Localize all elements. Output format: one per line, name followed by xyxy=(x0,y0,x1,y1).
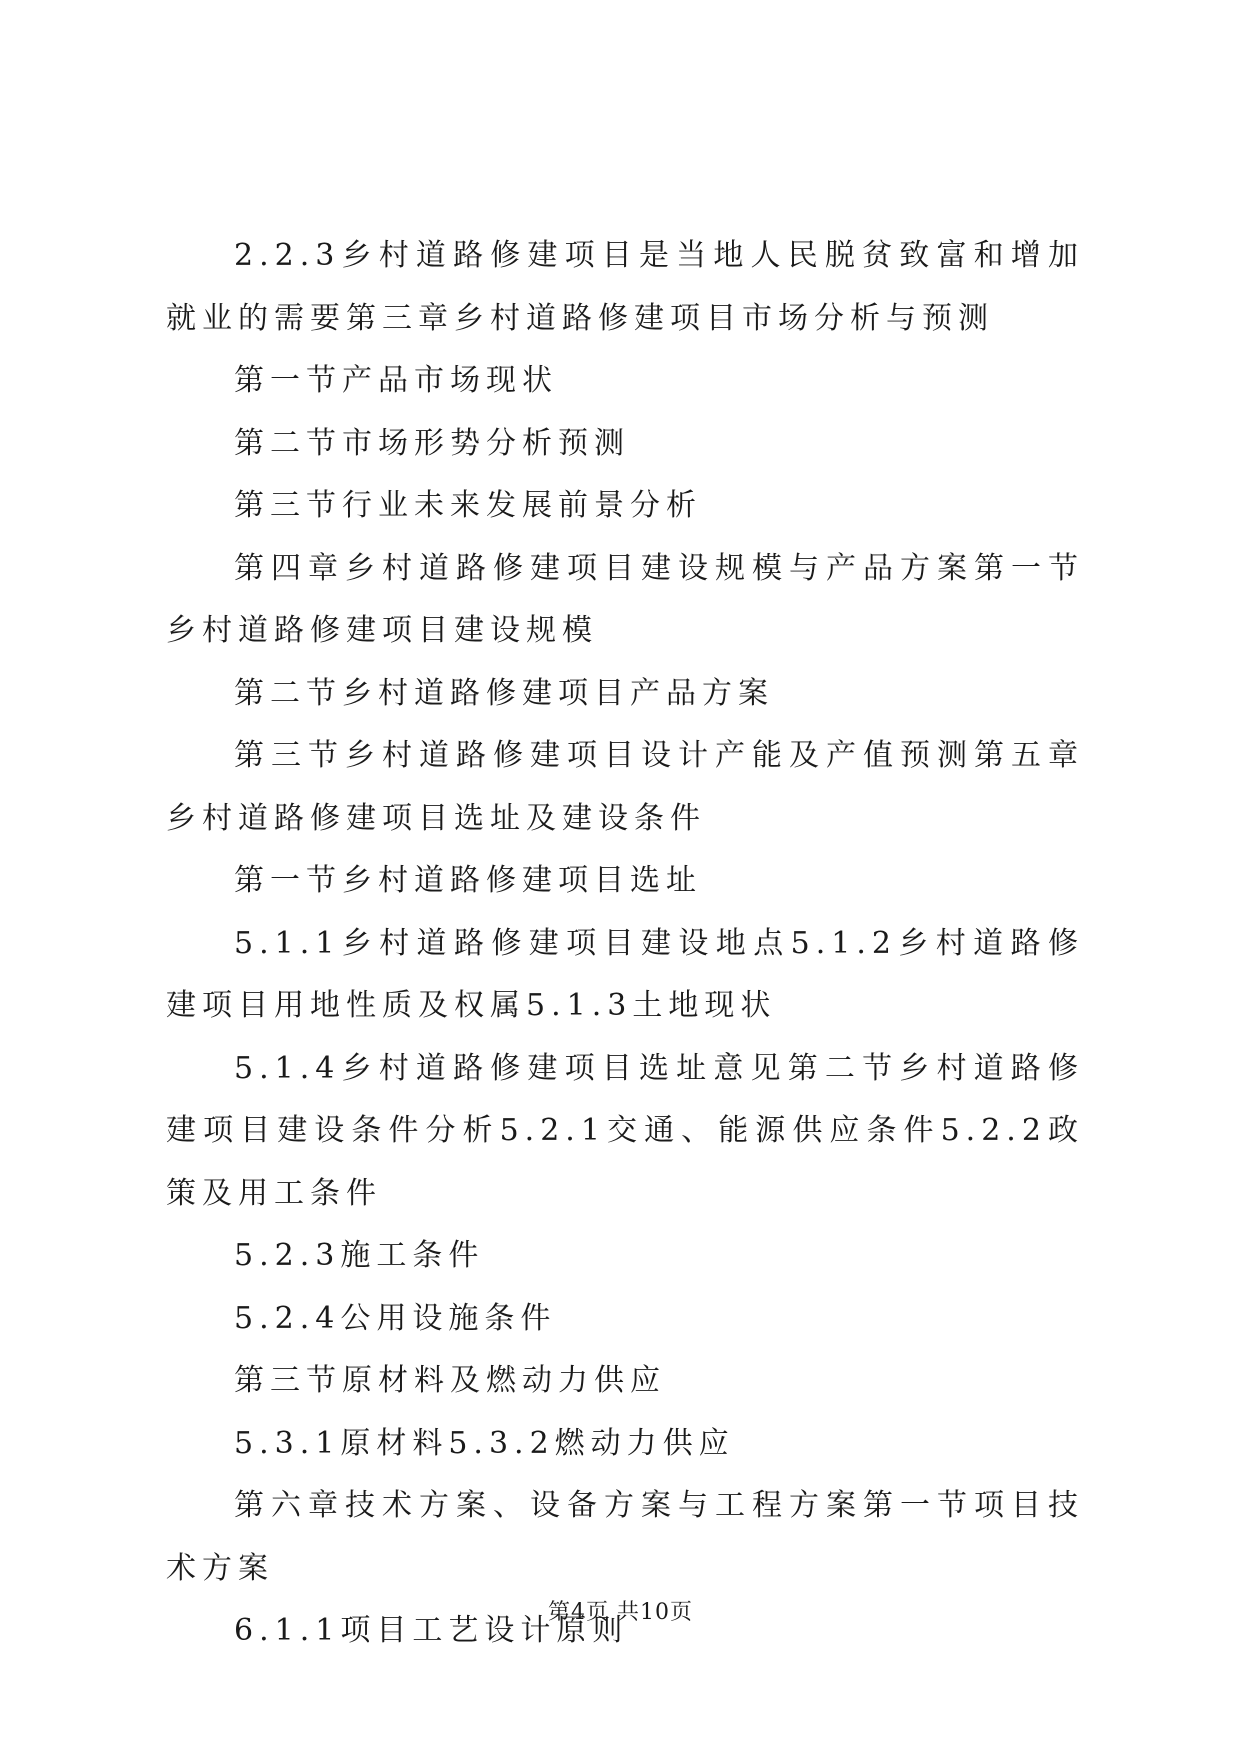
paragraph: 第一节产品市场现状 xyxy=(234,363,558,398)
paragraph: 第一节乡村道路修建项目选址 xyxy=(234,863,702,898)
document-body xyxy=(166,225,1084,1663)
paragraph: 2.2.3乡村道路修建项目是当地人民脱贫致富和增加就业的需要第三章乡村道路修建项目市场分析与预测 xyxy=(166,238,1084,336)
paragraph: 5.2.4公用设施条件 xyxy=(234,1300,557,1336)
page-number-footer: 第4页 共10页 xyxy=(548,1600,693,1625)
paragraph: 6.1.1项目工艺设计原则 xyxy=(234,1613,629,1648)
paragraph: 第四章乡村道路修建项目建设规模与产品方案第一节乡村道路修建项目建设规模 xyxy=(166,550,1084,648)
paragraph: 5.2.3施工条件 xyxy=(234,1238,485,1273)
paragraph: 第三节乡村道路修建项目设计产能及产值预测第五章乡村道路修建项目选址及建设条件 xyxy=(166,738,1084,836)
paragraph: 第二节市场形势分析预测 xyxy=(234,425,630,461)
paragraph: 5.3.1原材料5.3.2燃动力供应 xyxy=(234,1425,735,1461)
paragraph: 第二节乡村道路修建项目产品方案 xyxy=(234,675,774,711)
paragraph: 第三节行业未来发展前景分析 xyxy=(234,488,702,523)
paragraph: 5.1.4乡村道路修建项目选址意见第二节乡村道路修建项目建设条件分析5.2.1交通、能源供应条件5.2.2政策及用工条件 xyxy=(166,1050,1084,1211)
paragraph: 第三节原材料及燃动力供应 xyxy=(234,1363,666,1398)
paragraph: 5.1.1乡村道路修建项目建设地点5.1.2乡村道路修建项目用地性质及权属5.1.3土地现状 xyxy=(166,925,1084,1023)
paragraph: 第六章技术方案、设备方案与工程方案第一节项目技术方案 xyxy=(166,1488,1084,1586)
